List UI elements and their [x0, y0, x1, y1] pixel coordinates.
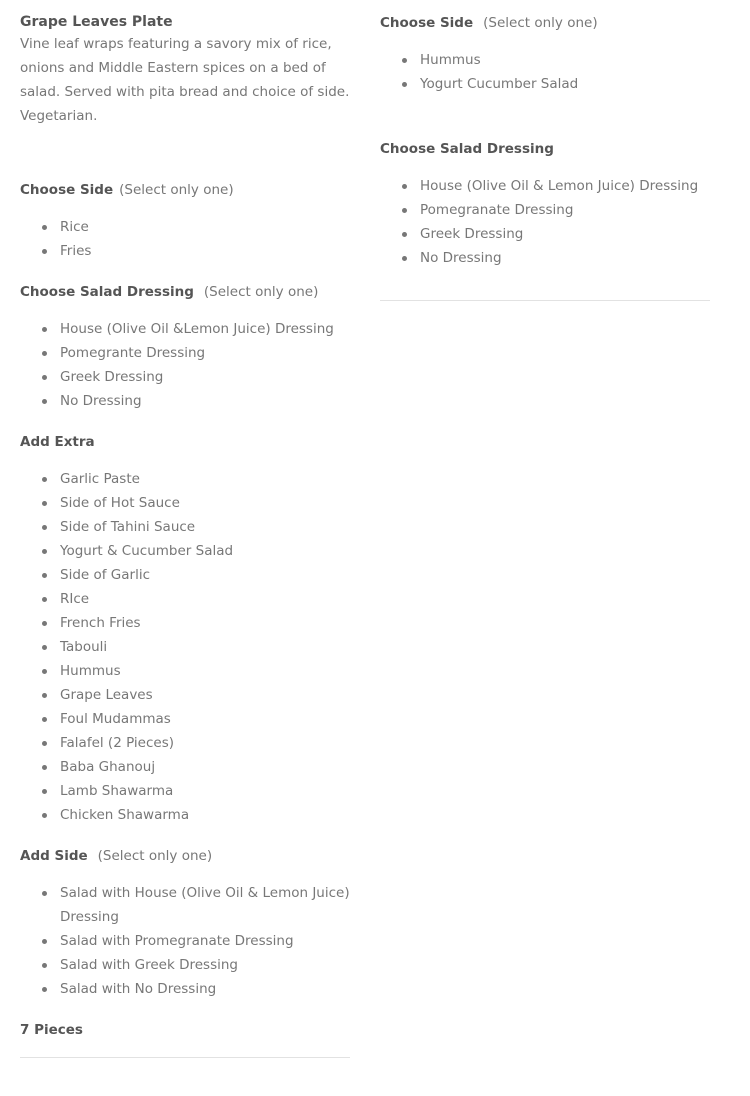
- option-group-note: (Select only one): [203, 284, 319, 300]
- option-item[interactable]: Grape Leaves: [40, 683, 350, 707]
- option-item[interactable]: Greek Dressing: [400, 222, 710, 246]
- option-item[interactable]: Side of Hot Sauce: [40, 491, 350, 515]
- option-group-header: [20, 180, 350, 200]
- option-item[interactable]: Salad with House (Olive Oil & Lemon Juice) Dressing: [40, 881, 350, 929]
- option-item[interactable]: Salad with No Dressing: [40, 977, 350, 1001]
- option-item[interactable]: Baba Ghanouj: [40, 755, 350, 779]
- option-list: [20, 881, 350, 1001]
- option-item[interactable]: Chicken Shawarma: [40, 803, 350, 827]
- option-item[interactable]: Yogurt & Cucumber Salad: [40, 539, 350, 563]
- option-item[interactable]: Side of Garlic: [40, 563, 350, 587]
- option-group-name: Add Side: [20, 848, 88, 864]
- divider: [20, 1057, 350, 1058]
- option-item[interactable]: Falafel (2 Pieces): [40, 731, 350, 755]
- option-group-header: [20, 282, 350, 302]
- option-list: [20, 317, 350, 413]
- option-item[interactable]: No Dressing: [400, 246, 710, 270]
- option-group-name: Choose Side: [20, 182, 114, 198]
- option-group-name: Choose Salad Dressing: [20, 284, 194, 300]
- option-group-header: [380, 13, 710, 33]
- option-list: [20, 467, 350, 827]
- option-group-header: [380, 139, 710, 159]
- option-item[interactable]: Hummus: [400, 48, 710, 72]
- option-item[interactable]: French Fries: [40, 611, 350, 635]
- item-title: Grape Leaves Plate: [20, 14, 173, 30]
- option-item[interactable]: No Dressing: [40, 389, 350, 413]
- menu-item-grape-leaves-plate: [20, 0, 350, 1058]
- menu-item-options-continued: [380, 0, 710, 301]
- option-item[interactable]: Salad with Greek Dressing: [40, 953, 350, 977]
- option-list: [20, 215, 350, 263]
- option-list: [380, 48, 710, 96]
- option-group-note: (Select only one): [483, 15, 598, 31]
- option-item[interactable]: Garlic Paste: [40, 467, 350, 491]
- option-item[interactable]: Rice: [40, 215, 350, 239]
- option-group-header: [20, 846, 350, 866]
- option-group-name: Add Extra: [20, 434, 95, 450]
- divider: [380, 300, 710, 301]
- option-item[interactable]: Fries: [40, 239, 350, 263]
- pieces-count: 7 Pieces: [20, 1022, 83, 1038]
- option-item[interactable]: Side of Tahini Sauce: [40, 515, 350, 539]
- option-item[interactable]: RIce: [40, 587, 350, 611]
- option-group-note: (Select only one): [119, 182, 234, 198]
- option-item[interactable]: Salad with Promegranate Dressing: [40, 929, 350, 953]
- option-item[interactable]: Yogurt Cucumber Salad: [400, 72, 710, 96]
- item-description: Vine leaf wraps featuring a savory mix of rice, onions and Middle Eastern spices on a bed of salad. Served with pita bread and choice of side. Vegetarian.: [20, 36, 350, 124]
- option-item[interactable]: Foul Mudammas: [40, 707, 350, 731]
- item-footer: [20, 1020, 350, 1040]
- option-group-header: [20, 432, 350, 452]
- option-item[interactable]: House (Olive Oil &Lemon Juice) Dressing: [40, 317, 350, 341]
- option-list: [380, 174, 710, 270]
- option-item[interactable]: House (Olive Oil & Lemon Juice) Dressing: [400, 174, 710, 198]
- option-item[interactable]: Pomegranate Dressing: [400, 198, 710, 222]
- option-item[interactable]: Lamb Shawarma: [40, 779, 350, 803]
- option-group-note: (Select only one): [97, 848, 213, 864]
- option-item[interactable]: Greek Dressing: [40, 365, 350, 389]
- option-group-name: Choose Side: [380, 15, 474, 31]
- option-item[interactable]: Pomegrante Dressing: [40, 341, 350, 365]
- option-group-name: Choose Salad Dressing: [380, 141, 554, 157]
- option-item[interactable]: Hummus: [40, 659, 350, 683]
- option-item[interactable]: Tabouli: [40, 635, 350, 659]
